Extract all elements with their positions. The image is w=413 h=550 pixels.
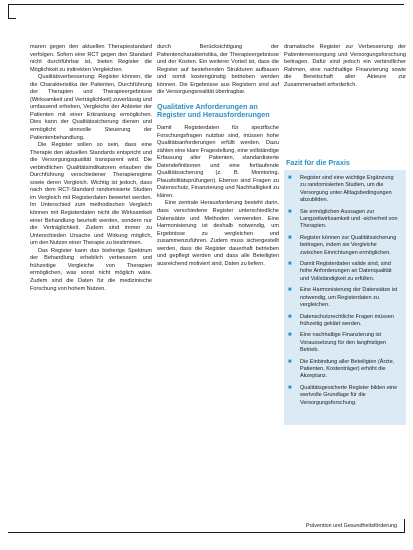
bullet-icon: ■: [288, 358, 292, 365]
body-paragraph: Qualitätsverbesserung: Register können, die die Charakteristika der Patienten, Durchführung der Therapien und Therapieergebnisse (Wirksamkeit und Verträglichkeit) zuverlässig und umfassend erheben, Vergleiche der Anbieter der Patienten mit einer Erkrankung ermöglichen. Dies kann der Qualitätssicherung dienen und ermöglicht sinnvolle Steuerung der Patientenbehandlung.: [30, 74, 152, 141]
footer-rule: [8, 532, 404, 533]
summary-list-item: [288, 385, 400, 407]
bullet-icon: ■: [288, 175, 292, 181]
bullet-icon: ■: [288, 332, 292, 339]
body-paragraph: Eine zentrale Herausforderung besteht darin, dass verschiedene Register unterschiedliche Datensätze und Methoden verwenden. Eine Harmonisierung ist deshalb notwendig, um Ergebnisse zu vergleichen und zusammenzuführen. Zudem muss sichergestellt werden, dass die Register dauerhaft betrieben und gepflegt werden und dass alle Beteiligten ausreichend motiviert sind, Daten zu liefern.: [157, 200, 279, 267]
summary-list-item: [288, 235, 400, 257]
summary-list-item: [288, 287, 400, 309]
bullet-icon: ■: [288, 313, 292, 320]
summary-item-text: Die Einbindung aller Beteiligten (Ärzte, Patienten, Kostenträger) erhöht die Akzeptanz.: [300, 358, 395, 380]
summary-list-item: [288, 175, 400, 205]
bullet-icon: ■: [288, 261, 292, 268]
summary-box-title: Fazit für die Praxis: [286, 158, 350, 167]
body-paragraph: durch Berücksichtigung der Patientencharakteristika, der Therapieergebnisse und der Kosten. Ein weiterer Vorteil ist, dass die Register auf bestehenden Strukturen aufbauen und somit kostengünstig betrieben werden können. Die Ergebnisse aus Registern sind auf die Versorgungsrealität übertragbar.: [157, 44, 279, 96]
body-paragraph: dramatische Register zur Verbesserung der Patientenversorgung und Versorgungsforschung beitragen. Dafür sind jedoch ein verbindlicher Rahmen, eine nachhaltige Finanzierung sowie die Bereitschaft aller Akteure zur Zusammenarbeit erforderlich.: [284, 44, 406, 88]
footer-section-name: Prävention und Gesundheitsförderung: [305, 523, 397, 529]
summary-list-item: [288, 332, 400, 354]
body-paragraph: Die Register sollen so sein, dass eine Therapie den aktuellen Standards entspricht und die Versorgungsqualität transparent wird. Die verbindlichen Qualitätsindikatoren erlauben die Durchführung verschiedener Therapieregime sowie deren Vergleich. Wichtig ist jedoch, dass nach dem RCT-Standard randomisierte Studien im Vergleich mit Registerdaten bewertet werden. Im Unterschied zum methodischen Vergleich können mit Registerdaten nicht die Wirksamkeit einer Behandlung beurteilt werden, sondern nur die Verträglichkeit. Zudem sind immer zu Unterschieden Ursache und Wirkung möglich, um den Nutzen einer Therapie zu bestimmen.: [30, 142, 152, 247]
body-paragraph: maren gegen den aktuellen Therapiestandard verfolgen. Sofern eine RCT gegen den Standard nicht durchführbar ist, bieten Register die Möglichkeit zu indirekten Vergleichen.: [30, 44, 152, 73]
summary-item-text: Register sind eine wichtige Ergänzung zu randomisierten Studien, um die Versorgung unter Alltagsbedingungen abzubilden.: [300, 175, 394, 204]
text-column-2: [157, 44, 279, 268]
summary-item-text: Datenschutzrechtliche Fragen müssen frühzeitig geklärt werden.: [300, 313, 394, 327]
header-tab-mark: [8, 4, 16, 19]
summary-list-item: [288, 261, 400, 283]
summary-item-text: Damit Registerdaten valide sind, sind hohe Anforderungen an Datenqualität und Vollständigkeit zu erfüllen.: [300, 261, 392, 282]
summary-item-text: Qualitätsgesicherte Register bilden eine wertvolle Grundlage für die Versorgungsforschung.: [300, 384, 398, 406]
summary-item-text: Eine Harmonisierung der Datensätze ist notwendig, um Registerdaten zu vergleichen.: [300, 287, 398, 309]
footer-tick-mark: [404, 519, 405, 533]
summary-list-item: [288, 314, 400, 329]
summary-item-text: Sie ermöglichen Aussagen zur Langzeitwirksamkeit und -sicherheit von Therapien.: [300, 208, 398, 230]
summary-box-title-bar: [284, 157, 406, 170]
body-paragraph: Das Register kann das bisherige Spektrum der Behandlung erheblich verbessern und frühzeitige Vergleiche von Therapien ermöglichen, was sonst nicht möglich wäre. Zudem sind die Daten für die medizinische Forschung von hohem Nutzen.: [30, 247, 152, 292]
bullet-icon: ■: [288, 384, 292, 391]
text-column-1: [30, 44, 152, 293]
header-rule: [8, 4, 404, 5]
bullet-icon: ■: [288, 234, 292, 241]
bullet-icon: ■: [288, 287, 292, 294]
section-heading: Qualitative Anforderungen an Register und Herausforderungen: [157, 101, 270, 120]
summary-list-item: [288, 209, 400, 231]
summary-list: [288, 175, 400, 411]
summary-box: [284, 157, 406, 425]
summary-list-item: [288, 359, 400, 381]
summary-item-text: Eine nachhaltige Finanzierung ist Voraussetzung für den langfristigen Betrieb.: [300, 332, 387, 354]
summary-item-text: Register können zur Qualitätssicherung beitragen, indem sie Vergleiche zwischen Einrichtungen ermöglichen.: [300, 234, 397, 256]
bullet-icon: ■: [288, 208, 292, 215]
body-paragraph: Damit Registerdaten für spezifische Forschungsfragen nutzbar sind, müssen hohe Qualitätsanforderungen erfüllt werden. Dazu zählen eine klare Fragestellung, eine vollständige Erfassung aller Patienten, standardisierte Datendefinitionen und eine fortlaufende Qualitätssicherung (z. B. Monitoring, Plausibilitätsprüfungen). Ebenso sind Fragen zu Datenschutz, Finanzierung und Nachhaltigkeit zu klären.: [157, 125, 279, 199]
text-column-3: [284, 44, 406, 89]
